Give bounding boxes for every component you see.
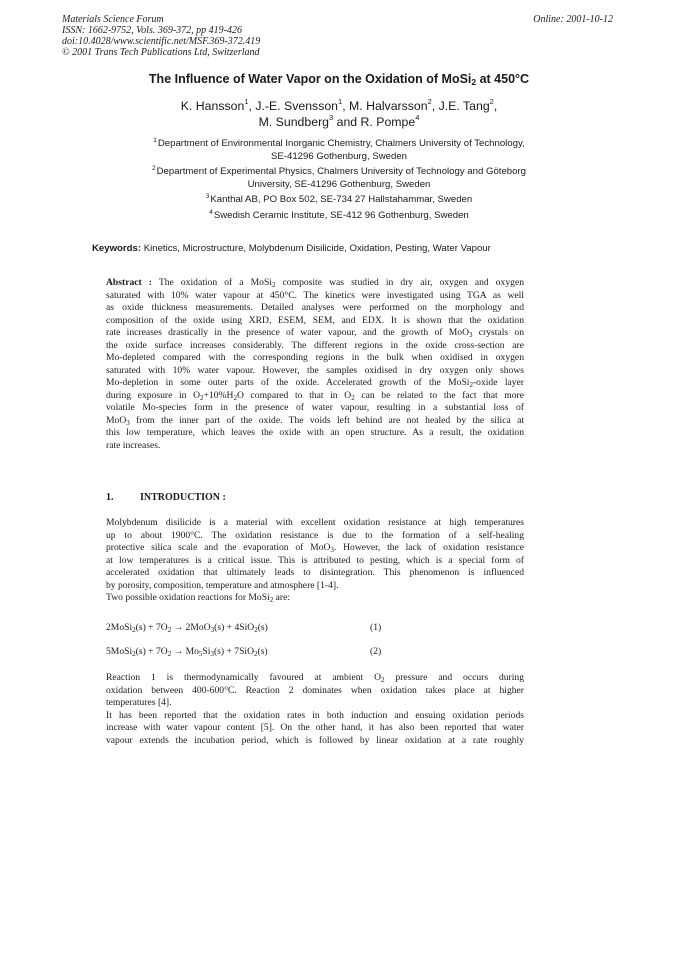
affiliation-3: $^3$Kanthal AB, PO Box 502, SE-734 27 Hallstahammar, Sweden xyxy=(205,193,473,205)
equation-1: 2MoSi$_2$(s) + $7O_2 \to 2MoO_3(s) + 4SiO_2(s)$ xyxy=(106,622,268,634)
section-heading-introduction: 1. INTRODUCTION : xyxy=(106,492,226,503)
abstract: Abstract : The oxidation of a MoSi$_2$ composite was studied in dry air, oxygen and oxygen saturated with 10% water vapour at 450°C. The kinetics were investigated using TGA as well as oxide thickness measurements. Detailed analyses were performed on the morphology and composition of the oxide using XRD, ESEM, SEM, and EDX. It is shown that the oxidation rate increases drastically in the presence of water vapour, and the growth of MoO$_3$ crystals on the oxide surface increases considerably. The different regions in the oxide cross-section are Mo-depleted compared with the corresponding regions in the bulk when oxidised in oxygen saturated with 10% water vapour. However, the samples oxidised in dry oxygen only shows Mo-depletion in some outer parts of the oxide. Accelerated growth of the MoSi$_2$-oxide layer during exposure in $O_2+10\%H_2O$ compared to that in $O_2$ can be related to the fact that more volatile Mo-species form in the presence of water vapour, resulting in a substantial loss of MoO$_3$ from the inner part of the oxide. The voids left behind are not healed by the silica at this low temperature, which leaves the oxide with an open structure. As a result, the oxidation rate increases. xyxy=(106,277,525,451)
equation-2-number: (2) xyxy=(370,646,382,657)
doi-line: doi:10.4028/www.scientific.net/MSF.369-372.419 xyxy=(62,36,261,47)
reaction-paragraph: Reaction 1 is thermodynamically favoured at ambient $O_2$ pressure and occurs during oxidation between 400-600°C. Reaction 2 dominates when oxidation takes place at higher temperatures [4]. It has been reported that the oxidation rates in both induction and ensuing oxidation periods increase with water vapour content [5]. On the other hand, it has also been reported that water vapour extends the incubation period, which is followed by linear oxidation at a rate roughly xyxy=(106,672,525,746)
affiliation-4: $^4$Swedish Ceramic Institute, SE-412 96 Gothenburg, Sweden xyxy=(209,209,469,221)
journal-name: Materials Science Forum xyxy=(62,14,164,25)
introduction-paragraph: Molybdenum disilicide is a material with excellent oxidation resistance at high temperatures up to about 1900°C. The oxidation resistance is due to the formation of a self-healing protective silica scale and the evaporation of MoO$_3$. However, the lack of oxidation resistance at low temperatures is a critical issue. This is attributed to pesting, which is a special form of accelerated oxidation that ultimately leads to disintegration. This phenomenon is influenced by porosity, composition, temperature and atmosphere [1-4]. Two possible oxidation reactions for MoSi$_2$ are: xyxy=(106,517,524,604)
affiliation-2: $^2$Department of Experimental Physics, Chalmers University of Technology and Göteborg University, SE-41296 Gothenburg, Sweden xyxy=(152,165,526,190)
issn-line: ISSN: 1662-9752, Vols. 369-372, pp 419-426 xyxy=(62,25,242,36)
journal-header xyxy=(62,14,260,58)
affiliation-1: $^1$Department of Environmental Inorganic Chemistry, Chalmers University of Technology, SE-41296 Gothenburg, Sweden xyxy=(153,137,525,162)
equation-2: 5MoSi$_2$(s) + $7O_2 \to Mo_5Si_3(s) + 7SiO_2(s)$ xyxy=(106,646,268,658)
online-date: Online: 2001-10-12 xyxy=(533,14,613,25)
paper-title: The Influence of Water Vapor on the Oxidation of MoSi$_2$ at 450°C xyxy=(148,72,530,87)
copyright-line: © 2001 Trans Tech Publications Ltd, Switzerland xyxy=(62,47,260,58)
author-list: K. Hansson$^1$, J.-E. Svensson$^1$, M. Halvarsson$^2$, J.E. Tang$^2$, M. Sundberg$^3$ and R. Pompe$^4$ xyxy=(180,97,498,129)
equation-1-number: (1) xyxy=(370,622,382,633)
keywords: Keywords: Kinetics, Microstructure, Molybdenum Disilicide, Oxidation, Pesting, Water Vapour xyxy=(92,243,491,254)
